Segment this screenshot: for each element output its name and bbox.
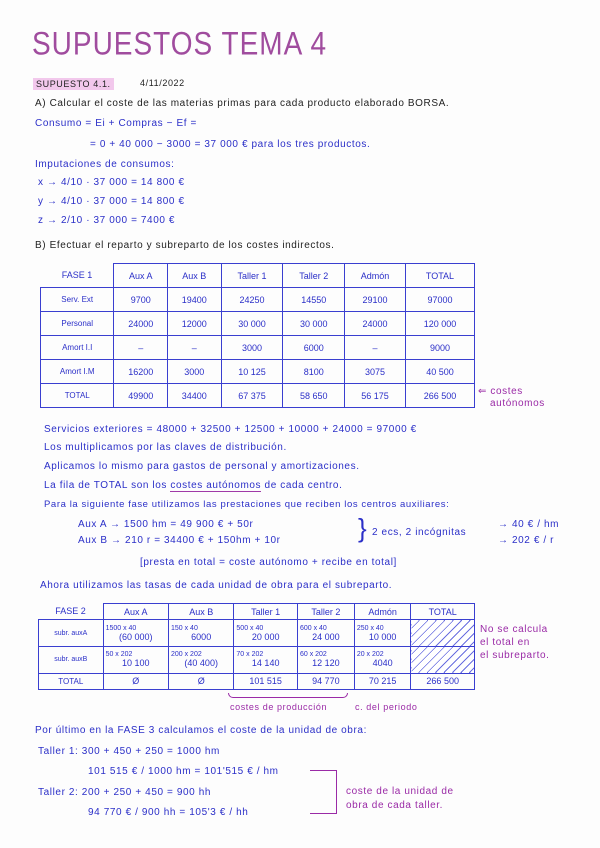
production-costs-label: costes de producción bbox=[230, 702, 328, 712]
amount: 20 000 bbox=[251, 631, 280, 642]
table-cell bbox=[168, 620, 233, 647]
table-cell: 49900 bbox=[114, 384, 168, 408]
table-cell: Taller 1 bbox=[234, 604, 298, 620]
table-cell: 19400 bbox=[168, 288, 222, 312]
table-cell: Admón bbox=[354, 604, 411, 620]
subreparto-intro: Ahora utilizamos las tasas de cada unidad de obra para el subreparto. bbox=[40, 580, 393, 591]
note-line bbox=[44, 480, 342, 491]
amount: 10 100 bbox=[122, 658, 150, 669]
table-cell: – bbox=[114, 336, 168, 360]
fase2-table bbox=[38, 603, 475, 690]
header-row bbox=[39, 604, 475, 620]
amount: 14 140 bbox=[251, 658, 280, 669]
imputation-z: z → 2/10 · 37 000 = 7400 € bbox=[38, 215, 176, 226]
table-cell: 9700 bbox=[114, 288, 168, 312]
table-cell: TOTAL bbox=[39, 673, 104, 689]
calculation: 20 x 202 bbox=[356, 651, 384, 659]
table-cell bbox=[103, 620, 168, 647]
table-cell: Aux A bbox=[114, 264, 168, 288]
text: La fila de TOTAL son los bbox=[44, 480, 167, 491]
table-cell bbox=[234, 646, 298, 673]
table-cell: 16200 bbox=[114, 360, 168, 384]
text: de cada centro. bbox=[264, 480, 343, 491]
table-cell: – bbox=[345, 336, 406, 360]
imputation-y: y → 4/10 · 37 000 = 14 800 € bbox=[38, 196, 185, 207]
note-line: Aplicamos lo mismo para gastos de personal y amortizaciones. bbox=[44, 461, 360, 472]
table-cell: Taller 2 bbox=[297, 604, 354, 620]
table-cell bbox=[354, 620, 411, 647]
note-line: obra de cada taller. bbox=[346, 800, 444, 811]
calculation: 60 x 202 bbox=[299, 651, 327, 659]
note-line: ⇐ costes bbox=[478, 386, 523, 397]
table-row bbox=[41, 288, 475, 312]
subreparto-note bbox=[480, 623, 550, 662]
table-cell: 58 650 bbox=[283, 384, 345, 408]
equation-aux-a: Aux A → 1500 hm = 49 900 € + 50r bbox=[78, 519, 254, 530]
date: 4/11/2022 bbox=[140, 78, 185, 88]
table-cell bbox=[297, 620, 354, 647]
table-cell: 120 000 bbox=[405, 312, 474, 336]
table-row bbox=[41, 384, 475, 408]
table-row bbox=[41, 312, 475, 336]
table-cell bbox=[234, 620, 298, 647]
table-cell: Serv. Ext bbox=[41, 288, 114, 312]
table-cell: Ø bbox=[103, 673, 168, 689]
amount: (40 400) bbox=[184, 658, 218, 669]
fase1-table bbox=[40, 263, 475, 408]
table-cell: 34400 bbox=[168, 384, 222, 408]
table-cell: 24250 bbox=[221, 288, 283, 312]
header-row bbox=[41, 264, 475, 288]
rule-note: [presta en total = coste autónomo + recibe en total] bbox=[140, 557, 397, 568]
calculation: 500 x 40 bbox=[236, 624, 264, 632]
table-cell: 266 500 bbox=[411, 673, 475, 689]
table-cell: TOTAL bbox=[411, 604, 475, 620]
amount: (60 000) bbox=[119, 631, 153, 642]
production-bracket bbox=[228, 693, 348, 698]
hatched-cell bbox=[411, 646, 475, 673]
consumption-formula: Consumo = Ei + Compras − Ef = bbox=[35, 118, 197, 129]
note-line: No se calcula bbox=[480, 624, 548, 635]
table-cell: 67 375 bbox=[221, 384, 283, 408]
table-cell: 30 000 bbox=[221, 312, 283, 336]
amount: 10 000 bbox=[368, 631, 397, 642]
table-cell bbox=[103, 646, 168, 673]
table-cell: 6000 bbox=[283, 336, 345, 360]
calculation: 70 x 202 bbox=[236, 651, 264, 659]
table-cell: 29100 bbox=[345, 288, 406, 312]
table-row bbox=[39, 646, 475, 673]
page-title: SUPUESTOS TEMA 4 bbox=[32, 25, 328, 62]
calculation: 200 x 202 bbox=[170, 651, 202, 659]
calculation: 600 x 40 bbox=[299, 624, 327, 632]
note-line: Los multiplicamos por las claves de distribución. bbox=[44, 442, 287, 453]
table-cell: 24000 bbox=[114, 312, 168, 336]
table-cell: subr. auxB bbox=[39, 646, 104, 673]
bracket-arrow bbox=[310, 770, 337, 814]
solution-b: → 202 € / r bbox=[498, 535, 555, 546]
period-costs-label: c. del periodo bbox=[355, 702, 418, 712]
table-cell: FASE 2 bbox=[39, 604, 104, 620]
table-cell: Ø bbox=[168, 673, 233, 689]
total-row bbox=[39, 673, 475, 689]
table-cell bbox=[354, 646, 411, 673]
table-cell: subr. auxA bbox=[39, 620, 104, 647]
consumption-result: = 0 + 40 000 − 3000 = 37 000 € para los tres productos. bbox=[90, 139, 371, 150]
fase3-line: 94 770 € / 900 hh = 105'3 € / hh bbox=[88, 807, 249, 818]
table-cell: 12000 bbox=[168, 312, 222, 336]
question-a: A) Calcular el coste de las materias primas para cada producto elaborado BORSA. bbox=[35, 98, 450, 109]
amount: 4040 bbox=[372, 658, 393, 669]
note-line: el subreparto. bbox=[480, 650, 550, 661]
table-cell: – bbox=[168, 336, 222, 360]
exercise-label: SUPUESTO 4.1. bbox=[33, 78, 114, 90]
table-cell: 8100 bbox=[283, 360, 345, 384]
solution-a: → 40 € / hm bbox=[498, 519, 560, 530]
table-cell: 94 770 bbox=[297, 673, 354, 689]
imputation-x: x → 4/10 · 37 000 = 14 800 € bbox=[38, 177, 185, 188]
fase3-line: Taller 1: 300 + 450 + 250 = 1000 hm bbox=[38, 746, 220, 757]
calculation: 1500 x 40 bbox=[105, 624, 137, 632]
table-cell: 70 215 bbox=[354, 673, 411, 689]
amount: 6000 bbox=[191, 631, 212, 642]
table-cell: Aux B bbox=[168, 604, 233, 620]
table-cell: 266 500 bbox=[405, 384, 474, 408]
table-cell: 3000 bbox=[168, 360, 222, 384]
table-cell: 3000 bbox=[221, 336, 283, 360]
table-cell: 14550 bbox=[283, 288, 345, 312]
table-cell: TOTAL bbox=[41, 384, 114, 408]
table-cell: 3075 bbox=[345, 360, 406, 384]
table-row bbox=[41, 360, 475, 384]
table-cell: Aux B bbox=[168, 264, 222, 288]
table-cell: Taller 2 bbox=[283, 264, 345, 288]
unit-cost-note bbox=[346, 785, 454, 813]
table-cell: 9000 bbox=[405, 336, 474, 360]
equation-aux-b: Aux B → 210 r = 34400 € + 150hm + 10r bbox=[78, 535, 281, 546]
table-cell: 30 000 bbox=[283, 312, 345, 336]
fase3-intro: Por último en la FASE 3 calculamos el coste de la unidad de obra: bbox=[35, 725, 367, 736]
table-row bbox=[41, 336, 475, 360]
table-cell bbox=[168, 646, 233, 673]
table-cell: 56 175 bbox=[345, 384, 406, 408]
fase3-line: Taller 2: 200 + 250 + 450 = 900 hh bbox=[38, 787, 212, 798]
note-line: coste de la unidad de bbox=[346, 786, 454, 797]
calculation: 150 x 40 bbox=[170, 624, 198, 632]
table-cell: Amort I.M bbox=[41, 360, 114, 384]
table-cell: 10 125 bbox=[221, 360, 283, 384]
system-note: 2 ecs, 2 incógnitas bbox=[372, 527, 467, 538]
table-cell: Aux A bbox=[103, 604, 168, 620]
amount: 12 120 bbox=[312, 658, 340, 669]
amount: 24 000 bbox=[312, 631, 340, 642]
table-cell: FASE 1 bbox=[41, 264, 114, 288]
table-cell bbox=[297, 646, 354, 673]
note-line: Para la siguiente fase utilizamos las prestaciones que reciben los centros auxiliares: bbox=[44, 499, 450, 510]
hatched-cell bbox=[411, 620, 475, 647]
highlighted-term: costes autónomos bbox=[170, 480, 262, 491]
note-line: el total en bbox=[480, 637, 530, 648]
brace-icon: } bbox=[358, 513, 368, 543]
table-cell: Amort I.I bbox=[41, 336, 114, 360]
table-cell: 97000 bbox=[405, 288, 474, 312]
fase3-line: 101 515 € / 1000 hm = 101'515 € / hm bbox=[88, 766, 279, 777]
table-cell: 24000 bbox=[345, 312, 406, 336]
calculation: 250 x 40 bbox=[356, 624, 384, 632]
note-line: Servicios exteriores = 48000 + 32500 + 12500 + 10000 + 24000 = 97000 € bbox=[44, 424, 417, 435]
table-row bbox=[39, 620, 475, 647]
table-cell: Personal bbox=[41, 312, 114, 336]
table-cell: 101 515 bbox=[234, 673, 298, 689]
table-cell: TOTAL bbox=[405, 264, 474, 288]
table-cell: 40 500 bbox=[405, 360, 474, 384]
note-line: autónomos bbox=[490, 398, 545, 409]
autonomous-costs-note bbox=[478, 386, 545, 410]
question-b: B) Efectuar el reparto y subreparto de los costes indirectos. bbox=[35, 240, 335, 251]
table-cell: Admón bbox=[345, 264, 406, 288]
calculation: 50 x 202 bbox=[105, 651, 133, 659]
imputations-label: Imputaciones de consumos: bbox=[35, 159, 175, 170]
table-cell: Taller 1 bbox=[221, 264, 283, 288]
